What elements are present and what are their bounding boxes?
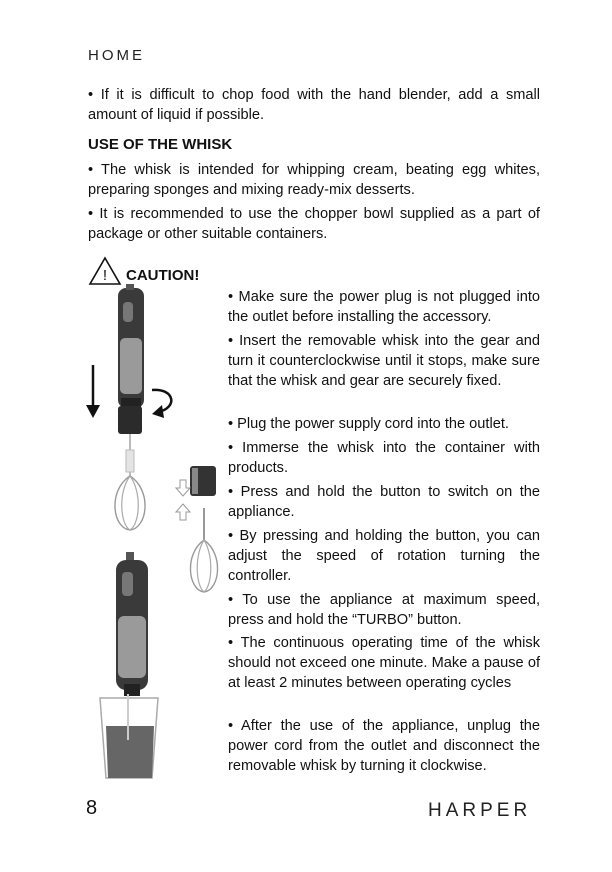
step-4: • Immerse the whisk into the container with products. (228, 440, 540, 476)
intro-paragraph: • If it is difficult to chop food with the hand blender, add a small amount of liquid if possible. (88, 87, 540, 123)
whisk-assembly-illustration (80, 280, 230, 780)
page-number: 8 (86, 797, 98, 819)
blender-handle-bottom-icon (116, 552, 148, 696)
section-title: USE OF THE WHISK (88, 136, 233, 153)
whisk-gear-right-icon (190, 466, 218, 592)
down-arrow-icon (86, 365, 100, 418)
container-icon (100, 694, 158, 778)
step-2: • Insert the removable whisk into the gear and turn it counterclockwise until it stops, make sure that the whisk and gear are securely fixed. (228, 333, 540, 389)
rotate-arrow-icon (152, 390, 171, 418)
up-down-arrows-icon (176, 480, 190, 520)
header-logo: HOME (88, 47, 145, 64)
section-paragraph-1: • The whisk is intended for whipping cream, beating egg whites, preparing sponges and mixing ready-mix desserts. (88, 162, 540, 198)
blender-handle-top-icon (118, 284, 144, 414)
step-6: • By pressing and holding the button, you can adjust the speed of rotation turning the controller. (228, 528, 540, 584)
brand-logo: HARPER (428, 800, 532, 821)
section-paragraph-2: • It is recommended to use the chopper bowl supplied as a part of package or other suitable containers. (88, 206, 540, 242)
step-3: • Plug the power supply cord into the outlet. (228, 416, 509, 432)
step-8: • The continuous operating time of the whisk should not exceed one minute. Make a pause of at least 2 minutes between operating cycles (228, 635, 540, 691)
step-7: • To use the appliance at maximum speed, press and hold the “TURBO” button. (228, 592, 540, 628)
step-9: • After the use of the appliance, unplug the power cord from the outlet and disconnect the removable whisk by turning it clockwise. (228, 718, 540, 774)
step-5: • Press and hold the button to switch on the appliance. (228, 484, 540, 520)
caution-label: CAUTION! (126, 267, 200, 284)
warning-symbol: ! (102, 267, 108, 284)
step-1: • Make sure the power plug is not plugged into the outlet before installing the accessory. (228, 289, 540, 325)
whisk-gear-icon (115, 406, 145, 530)
